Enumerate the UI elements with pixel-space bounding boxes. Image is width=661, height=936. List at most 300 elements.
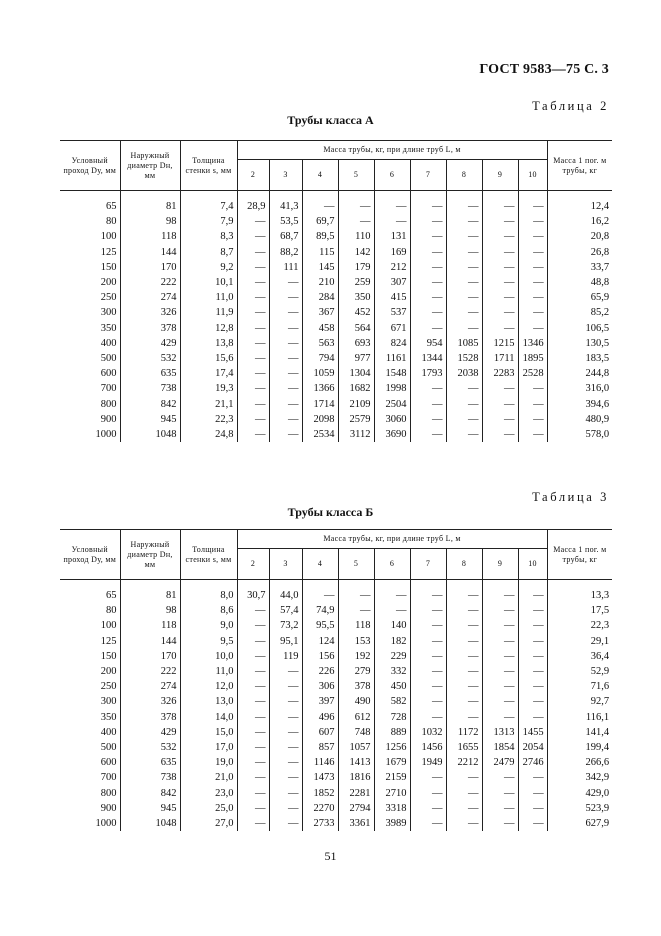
table-cell: — xyxy=(410,305,446,320)
header-dh: Наружный диаметр Dн, мм xyxy=(120,141,180,191)
table-cell: — xyxy=(374,580,410,604)
header-length: 5 xyxy=(338,549,374,580)
table-cell: 81 xyxy=(120,580,180,604)
table-cell: 145 xyxy=(302,260,338,275)
table-cell: 274 xyxy=(120,679,180,694)
table-cell: 2528 xyxy=(518,366,547,381)
table-cell: — xyxy=(237,229,269,244)
header-unit-mass: Масса 1 пог. м трубы, кг xyxy=(547,141,612,191)
table-cell: — xyxy=(446,321,482,336)
table-cell: — xyxy=(374,191,410,215)
table-cell: — xyxy=(482,245,518,260)
table-cell: 9,2 xyxy=(180,260,237,275)
table-cell: — xyxy=(446,801,482,816)
table-cell: 1711 xyxy=(482,351,518,366)
table-cell: — xyxy=(518,710,547,725)
table-cell: 2212 xyxy=(446,755,482,770)
table-cell: — xyxy=(237,786,269,801)
table-cell: 532 xyxy=(120,351,180,366)
table-row xyxy=(60,290,612,305)
table-cell: — xyxy=(269,290,302,305)
table-cell: 1528 xyxy=(446,351,482,366)
table-cell: 7,9 xyxy=(180,214,237,229)
table-cell: 21,1 xyxy=(180,397,237,412)
table-cell: — xyxy=(269,694,302,709)
table-cell: 1714 xyxy=(302,397,338,412)
table-cell: — xyxy=(410,229,446,244)
table-cell: 13,8 xyxy=(180,336,237,351)
table-cell: — xyxy=(410,679,446,694)
table-cell: — xyxy=(482,679,518,694)
table-cell: — xyxy=(518,412,547,427)
table-cell: 95,1 xyxy=(269,634,302,649)
table-cell: 842 xyxy=(120,397,180,412)
table-cell: 150 xyxy=(100,650,117,662)
table-cell: 1304 xyxy=(338,366,374,381)
table-cell: 192 xyxy=(338,649,374,664)
table-cell: 110 xyxy=(338,229,374,244)
table-cell: — xyxy=(410,649,446,664)
table-row xyxy=(60,679,612,694)
table-cell: — xyxy=(482,603,518,618)
table-cell: — xyxy=(518,580,547,604)
table-cell: — xyxy=(518,634,547,649)
table-cell: 429 xyxy=(120,725,180,740)
table-cell: 36,4 xyxy=(547,649,612,664)
table-cell: — xyxy=(446,214,482,229)
table-row xyxy=(60,336,612,351)
table-cell: 1256 xyxy=(374,740,410,755)
table-cell: 131 xyxy=(374,229,410,244)
table-cell: 65,9 xyxy=(547,290,612,305)
table-cell: 11,0 xyxy=(180,664,237,679)
table-cell: 429 xyxy=(120,336,180,351)
table-cell: 226 xyxy=(302,664,338,679)
table-cell: — xyxy=(269,786,302,801)
table-cell: — xyxy=(237,694,269,709)
table-cell: — xyxy=(410,580,446,604)
table-cell: — xyxy=(237,321,269,336)
table-cell: 11,9 xyxy=(180,305,237,320)
table-row xyxy=(60,786,612,801)
header-length: 8 xyxy=(446,549,482,580)
table-cell: 212 xyxy=(374,260,410,275)
header-length: 4 xyxy=(302,549,338,580)
table-cell: — xyxy=(338,191,374,215)
table-cell: 378 xyxy=(120,321,180,336)
table-cell: 10,1 xyxy=(180,275,237,290)
table-cell: — xyxy=(237,290,269,305)
table-cell: 326 xyxy=(120,694,180,709)
table-cell: — xyxy=(482,397,518,412)
table-cell: 279 xyxy=(338,664,374,679)
table-cell: — xyxy=(237,245,269,260)
table-row xyxy=(60,710,612,725)
table-cell: 612 xyxy=(338,710,374,725)
table-cell: 1344 xyxy=(410,351,446,366)
table-cell: 429,0 xyxy=(547,786,612,801)
table-cell: 627,9 xyxy=(547,816,612,831)
table-cell: — xyxy=(446,381,482,396)
table-cell: 563 xyxy=(302,336,338,351)
table-cell: — xyxy=(446,618,482,633)
table-cell: — xyxy=(410,801,446,816)
table-b-title: Трубы класса Б xyxy=(287,505,374,519)
table-cell: 118 xyxy=(338,618,374,633)
table-cell: 1172 xyxy=(446,725,482,740)
table-cell: — xyxy=(410,275,446,290)
table-row xyxy=(60,229,612,244)
table-cell: 1048 xyxy=(120,816,180,831)
table-cell: 350 xyxy=(338,290,374,305)
table-row xyxy=(60,351,612,366)
table-cell: 13,3 xyxy=(547,580,612,604)
table-cell: — xyxy=(269,755,302,770)
table-row xyxy=(60,412,612,427)
table-cell: 73,2 xyxy=(269,618,302,633)
header-mass-group: Масса трубы, кг, при длине труб L, м xyxy=(237,530,547,549)
table-cell: 415 xyxy=(374,290,410,305)
table-row xyxy=(60,801,612,816)
table-cell: — xyxy=(518,664,547,679)
header-length: 7 xyxy=(410,160,446,191)
table-cell: — xyxy=(482,801,518,816)
table-cell: — xyxy=(237,351,269,366)
table-cell: — xyxy=(410,634,446,649)
table-row xyxy=(60,245,612,260)
table-cell: — xyxy=(482,191,518,215)
table-cell: 889 xyxy=(374,725,410,740)
table-cell: 179 xyxy=(338,260,374,275)
table-cell: — xyxy=(518,290,547,305)
table-cell: — xyxy=(482,275,518,290)
table-cell: — xyxy=(237,816,269,831)
table-cell: 222 xyxy=(120,664,180,679)
table-cell: 15,0 xyxy=(180,725,237,740)
table-cell: 1852 xyxy=(302,786,338,801)
table-cell: — xyxy=(410,397,446,412)
table-cell: — xyxy=(269,710,302,725)
table-cell: — xyxy=(518,679,547,694)
table-cell: — xyxy=(269,770,302,785)
table-cell: — xyxy=(446,710,482,725)
table-row xyxy=(60,366,612,381)
table-row xyxy=(60,740,612,755)
table-cell: 116,1 xyxy=(547,710,612,725)
table-cell: — xyxy=(446,191,482,215)
table-cell: 142 xyxy=(338,245,374,260)
header-length: 6 xyxy=(374,549,410,580)
table-cell: — xyxy=(237,427,269,442)
table-cell: — xyxy=(269,397,302,412)
table-cell: 700 xyxy=(100,383,117,395)
table-cell: 1346 xyxy=(518,336,547,351)
table-cell: 7,4 xyxy=(180,191,237,215)
table-cell: 124 xyxy=(302,634,338,649)
table-cell: — xyxy=(446,275,482,290)
table-cell: 200 xyxy=(100,666,117,678)
table-cell: — xyxy=(482,786,518,801)
table-cell: 728 xyxy=(374,710,410,725)
table-cell: 748 xyxy=(338,725,374,740)
table-cell: 28,9 xyxy=(237,191,269,215)
table-cell: 954 xyxy=(410,336,446,351)
table-cell: — xyxy=(338,214,374,229)
table-cell: — xyxy=(518,275,547,290)
table-cell: — xyxy=(482,381,518,396)
table-cell: — xyxy=(482,290,518,305)
table-cell: 378 xyxy=(120,710,180,725)
table-cell: 53,5 xyxy=(269,214,302,229)
table-row xyxy=(60,618,612,633)
table-cell: 635 xyxy=(120,366,180,381)
table-cell: 2270 xyxy=(302,801,338,816)
table-cell: — xyxy=(374,603,410,618)
table-cell: 16,2 xyxy=(547,214,612,229)
table-cell: 140 xyxy=(374,618,410,633)
table-cell: — xyxy=(269,366,302,381)
table-row xyxy=(60,275,612,290)
table-cell: 3112 xyxy=(338,427,374,442)
table-cell: — xyxy=(446,229,482,244)
table-cell: 1895 xyxy=(518,351,547,366)
table-cell: 1548 xyxy=(374,366,410,381)
table-cell: 125 xyxy=(100,635,117,647)
table-cell: — xyxy=(446,260,482,275)
header-length: 9 xyxy=(482,160,518,191)
table-a-label: Таблица 2 xyxy=(532,99,609,113)
table-cell: 144 xyxy=(120,634,180,649)
table-cell: — xyxy=(374,214,410,229)
table-cell: 1146 xyxy=(302,755,338,770)
table-cell: — xyxy=(269,321,302,336)
table-cell: 1161 xyxy=(374,351,410,366)
table-cell: 24,8 xyxy=(180,427,237,442)
table-row xyxy=(60,634,612,649)
table-cell: 500 xyxy=(100,353,117,365)
table-cell: 1059 xyxy=(302,366,338,381)
table-class-b xyxy=(60,529,612,831)
table-cell: 65 xyxy=(106,201,117,212)
table-cell: 92,7 xyxy=(547,694,612,709)
header-unit-mass: Масса 1 пог. м трубы, кг xyxy=(547,530,612,580)
table-cell: — xyxy=(410,191,446,215)
table-cell: — xyxy=(482,694,518,709)
table-row xyxy=(60,603,612,618)
table-cell: 8,7 xyxy=(180,245,237,260)
table-cell: 71,6 xyxy=(547,679,612,694)
table-cell: — xyxy=(518,603,547,618)
table-cell: — xyxy=(237,664,269,679)
table-cell: — xyxy=(237,649,269,664)
table-cell: — xyxy=(237,603,269,618)
table-cell: 458 xyxy=(302,321,338,336)
table-cell: 2109 xyxy=(338,397,374,412)
table-cell: 738 xyxy=(120,381,180,396)
table-cell: — xyxy=(237,275,269,290)
table-cell: 3060 xyxy=(374,412,410,427)
table-cell: 452 xyxy=(338,305,374,320)
table-cell: — xyxy=(237,381,269,396)
table-cell: 68,7 xyxy=(269,229,302,244)
table-cell: 842 xyxy=(120,786,180,801)
table-cell: — xyxy=(237,801,269,816)
table-cell: — xyxy=(410,412,446,427)
table-cell: — xyxy=(518,770,547,785)
table-cell: — xyxy=(482,321,518,336)
table-cell: 125 xyxy=(100,246,117,258)
table-cell: 671 xyxy=(374,321,410,336)
table-cell: 153 xyxy=(338,634,374,649)
table-cell: 1473 xyxy=(302,770,338,785)
table-cell: 350 xyxy=(100,711,117,723)
table-cell: 57,4 xyxy=(269,603,302,618)
header-dy: Условный проход Dу, мм xyxy=(60,141,120,191)
table-cell: — xyxy=(482,412,518,427)
table-cell: — xyxy=(410,816,446,831)
table-cell: 824 xyxy=(374,336,410,351)
table-row xyxy=(60,770,612,785)
table-cell: 900 xyxy=(100,802,117,814)
table-cell: 1655 xyxy=(446,740,482,755)
table-cell: 259 xyxy=(338,275,374,290)
table-cell: 10,0 xyxy=(180,649,237,664)
table-cell: — xyxy=(446,603,482,618)
table-cell: — xyxy=(410,321,446,336)
table-cell: 141,4 xyxy=(547,725,612,740)
table-cell: — xyxy=(237,260,269,275)
table-row xyxy=(60,816,612,831)
table-cell: — xyxy=(518,649,547,664)
table-cell: 11,0 xyxy=(180,290,237,305)
table-cell: 1456 xyxy=(410,740,446,755)
header-dy: Условный проход Dу, мм xyxy=(60,530,120,580)
table-cell: — xyxy=(446,412,482,427)
table-cell: — xyxy=(237,710,269,725)
table-cell: 564 xyxy=(338,321,374,336)
table-cell: — xyxy=(482,229,518,244)
table-cell: 2504 xyxy=(374,397,410,412)
table-cell: — xyxy=(410,618,446,633)
table-cell: 8,3 xyxy=(180,229,237,244)
table-row xyxy=(60,397,612,412)
table-cell: — xyxy=(269,679,302,694)
table-cell: 2733 xyxy=(302,816,338,831)
table-cell: 1057 xyxy=(338,740,374,755)
header-length: 5 xyxy=(338,160,374,191)
table-cell: — xyxy=(482,649,518,664)
table-cell: — xyxy=(446,664,482,679)
table-cell: 200 xyxy=(100,277,117,289)
table-cell: — xyxy=(302,580,338,604)
table-cell: 44,0 xyxy=(269,580,302,604)
table-cell: 85,2 xyxy=(547,305,612,320)
table-cell: — xyxy=(269,664,302,679)
table-cell: 170 xyxy=(120,649,180,664)
table-cell: — xyxy=(446,245,482,260)
table-cell: 13,0 xyxy=(180,694,237,709)
table-cell: — xyxy=(446,305,482,320)
table-cell: 738 xyxy=(120,770,180,785)
header-length: 10 xyxy=(518,549,547,580)
header-mass-group: Масса трубы, кг, при длине труб L, м xyxy=(237,141,547,160)
table-cell: — xyxy=(482,305,518,320)
table-cell: 2710 xyxy=(374,786,410,801)
table-cell: 1998 xyxy=(374,381,410,396)
table-cell: 48,8 xyxy=(547,275,612,290)
table-cell: — xyxy=(269,725,302,740)
table-cell: — xyxy=(269,816,302,831)
table-cell: — xyxy=(518,801,547,816)
table-cell: 17,4 xyxy=(180,366,237,381)
table-cell: 33,7 xyxy=(547,260,612,275)
table-cell: 1048 xyxy=(120,427,180,442)
table-cell: 15,6 xyxy=(180,351,237,366)
table-cell: 2038 xyxy=(446,366,482,381)
table-cell: — xyxy=(237,397,269,412)
table-cell: 582 xyxy=(374,694,410,709)
header-length: 4 xyxy=(302,160,338,191)
table-cell: — xyxy=(237,740,269,755)
table-cell: 17,5 xyxy=(547,603,612,618)
table-cell: 700 xyxy=(100,772,117,784)
table-cell: 1816 xyxy=(338,770,374,785)
table-cell: — xyxy=(237,214,269,229)
header-s: Толщина стенки s, мм xyxy=(180,530,237,580)
table-cell: 1215 xyxy=(482,336,518,351)
table-cell: — xyxy=(518,618,547,633)
table-row xyxy=(60,649,612,664)
table-cell: 14,0 xyxy=(180,710,237,725)
table-cell: — xyxy=(446,694,482,709)
table-cell: 150 xyxy=(100,261,117,273)
table-b-label: Таблица 3 xyxy=(532,490,609,504)
table-cell: — xyxy=(237,634,269,649)
table-cell: 1085 xyxy=(446,336,482,351)
table-row xyxy=(60,427,612,442)
table-a-title: Трубы класса А xyxy=(287,113,374,127)
table-row xyxy=(60,580,612,604)
table-cell: 1793 xyxy=(410,366,446,381)
table-cell: — xyxy=(410,260,446,275)
table-cell: — xyxy=(518,321,547,336)
table-cell: — xyxy=(482,664,518,679)
table-cell: — xyxy=(269,740,302,755)
table-cell: — xyxy=(482,816,518,831)
table-cell: 857 xyxy=(302,740,338,755)
table-cell: 26,8 xyxy=(547,245,612,260)
table-cell: 537 xyxy=(374,305,410,320)
table-cell: — xyxy=(237,336,269,351)
table-cell: 400 xyxy=(100,337,117,349)
table-cell: — xyxy=(410,381,446,396)
table-cell: — xyxy=(482,770,518,785)
table-cell: 1679 xyxy=(374,755,410,770)
table-cell: 300 xyxy=(100,696,117,708)
table-cell: 284 xyxy=(302,290,338,305)
table-cell: 1949 xyxy=(410,755,446,770)
table-cell: 800 xyxy=(100,398,117,410)
table-cell: — xyxy=(269,427,302,442)
header-length: 3 xyxy=(269,549,302,580)
table-cell: 95,5 xyxy=(302,618,338,633)
table-cell: — xyxy=(446,816,482,831)
table-cell: 65 xyxy=(106,590,117,601)
header-length: 6 xyxy=(374,160,410,191)
table-cell: 2534 xyxy=(302,427,338,442)
table-cell: — xyxy=(446,290,482,305)
table-cell: 9,5 xyxy=(180,634,237,649)
